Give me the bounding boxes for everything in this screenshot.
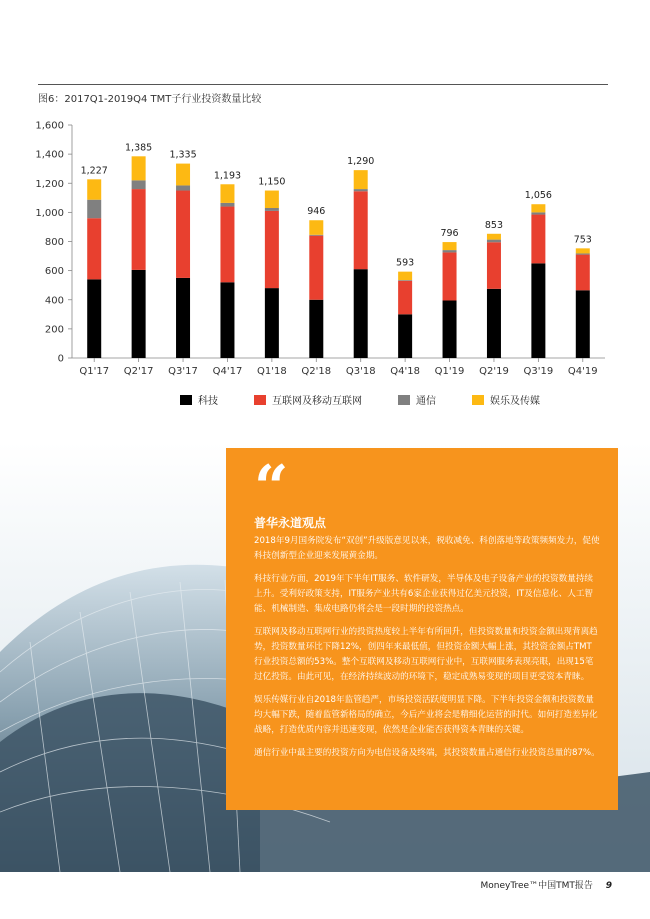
x-tick-label: Q1'18 — [257, 366, 287, 377]
viewpoint-body — [254, 534, 600, 769]
bar-segment — [87, 279, 101, 358]
bar-total-label: 1,385 — [125, 142, 153, 154]
bar-segment — [265, 211, 279, 288]
bar-segment — [220, 203, 234, 207]
chart-legend — [180, 392, 540, 407]
x-tick-label: Q4'19 — [567, 366, 598, 377]
y-tick-label: 1,000 — [35, 207, 64, 219]
legend-swatch — [472, 395, 484, 405]
legend-item-telecom — [398, 392, 436, 407]
bar-segment — [443, 242, 457, 250]
bar-total-label: 946 — [307, 206, 326, 218]
bar-segment — [576, 253, 590, 254]
quote-mark-icon: “ — [254, 453, 289, 523]
bar-total-label: 593 — [396, 257, 415, 269]
x-tick-label: Q4'17 — [212, 366, 243, 377]
bar-segment — [87, 200, 101, 218]
viewpoint-paragraph: 科技行业方面，2019年下半年IT服务、软件研发，半导体及电子设备产业的投资数量持续上升。受利好政策支持，IT服务产业共有6家企业获得过亿美元投资，IT及信息化、人工智能、机械制造、集成电路仍将会是一段时期的投资热点。 — [254, 574, 594, 614]
bar-segment — [531, 215, 545, 264]
bar-segment — [398, 272, 412, 280]
bar-segment — [354, 269, 368, 358]
bar-segment — [531, 204, 545, 212]
bar-segment — [220, 207, 234, 283]
legend-swatch — [180, 395, 192, 405]
bar-segment — [354, 191, 368, 269]
pwc-viewpoint-box — [226, 448, 618, 810]
stacked-bar-chart — [0, 100, 650, 390]
report-name: MoneyTree™中国TMT报告 — [480, 881, 593, 891]
viewpoint-paragraph: 互联网及移动互联网行业的投资热度较上半年有所回升，但投资数量和投资金额出现背离趋势，投资数量环比下降12%，创四年来最低值，但投资金额大幅上涨，其投资金额占TMT行业投资总额的53%。整个互联网及移动互联网行业中，互联网服务表现亮眼，出现15笔过亿投资。由此可见，在经济持续波动的环境下，稳定成熟易变现的项目更受资本青睐。 — [254, 627, 598, 682]
bar-segment — [132, 156, 146, 180]
legend-item-media — [472, 392, 540, 407]
y-tick-label: 200 — [44, 324, 64, 336]
legend-item-tech — [180, 392, 218, 407]
bar-segment — [220, 282, 234, 358]
y-tick-label: 1,400 — [35, 149, 64, 161]
bar-segment — [487, 234, 501, 240]
bar-segment — [398, 314, 412, 358]
bar-segment — [176, 164, 190, 186]
bar-segment — [487, 240, 501, 243]
bar-total-label: 1,290 — [347, 156, 375, 168]
legend-label: 科技 — [198, 396, 218, 407]
bar-segment — [531, 212, 545, 214]
bar-total-label: 1,150 — [258, 176, 286, 188]
bar-segment — [176, 191, 190, 278]
bar-segment — [443, 300, 457, 358]
bar-total-label: 1,227 — [80, 165, 108, 177]
bar-segment — [576, 290, 590, 358]
y-tick-label: 1,200 — [35, 178, 64, 190]
y-tick-label: 400 — [44, 295, 64, 307]
bar-total-label: 796 — [440, 228, 459, 240]
y-tick-label: 1,600 — [35, 120, 64, 132]
bar-segment — [398, 281, 412, 314]
bar-segment — [132, 189, 146, 270]
viewpoint-paragraph: 通信行业中最主要的投资方向为电信设备及终端，其投资数量占通信行业投资总量的87%。 — [254, 748, 600, 758]
bar-segment — [398, 280, 412, 281]
bar-total-label: 853 — [484, 219, 504, 231]
legend-label: 通信 — [416, 396, 436, 407]
legend-item-internet — [254, 392, 362, 407]
bar-segment — [176, 278, 190, 358]
bar-segment — [87, 218, 101, 279]
y-tick-label: 600 — [44, 266, 64, 278]
bar-segment — [487, 289, 501, 358]
x-tick-label: Q1'17 — [79, 366, 110, 377]
bar-segment — [265, 208, 279, 211]
bar-total-label: 1,056 — [524, 190, 552, 202]
viewpoint-paragraph: 2018年9月国务院发布“双创”升级版意见以来，税收减免、科创落地等政策频频发力，促使科技创新型企业迎来发展黄金期。 — [254, 536, 600, 561]
viewpoint-heading: 普华永道观点 — [254, 516, 327, 530]
bar-total-label: 1,335 — [169, 149, 197, 161]
figure-top-rule — [38, 84, 608, 85]
x-tick-label: Q2'18 — [301, 366, 332, 377]
x-tick-label: Q3'17 — [168, 366, 198, 377]
bar-segment — [309, 236, 323, 300]
legend-swatch — [398, 395, 410, 405]
bar-segment — [265, 288, 279, 358]
bar-total-label: 1,193 — [213, 170, 242, 182]
x-tick-label: Q2'17 — [123, 366, 154, 377]
bar-segment — [309, 300, 323, 358]
figure-title: 图6：2017Q1-2019Q4 TMT子行业投资数量比较 — [38, 94, 262, 105]
bar-segment — [132, 180, 146, 189]
legend-label: 娱乐及传媒 — [490, 396, 540, 407]
page-number: 9 — [605, 881, 612, 891]
legend-swatch — [254, 395, 266, 405]
y-tick-label: 800 — [44, 237, 64, 248]
bar-segment — [220, 184, 234, 203]
x-tick-label: Q4'18 — [390, 366, 420, 377]
bar-segment — [487, 242, 501, 289]
bar-segment — [576, 255, 590, 291]
bar-segment — [443, 252, 457, 300]
bar-segment — [176, 185, 190, 190]
page-footer — [481, 878, 613, 891]
legend-label: 互联网及移动互联网 — [272, 396, 362, 407]
bar-segment — [531, 263, 545, 358]
bar-segment — [354, 189, 368, 191]
bar-segment — [132, 270, 146, 358]
x-tick-label: Q2'19 — [479, 366, 509, 377]
x-tick-label: Q3'19 — [523, 366, 554, 377]
x-tick-label: Q3'18 — [345, 366, 376, 377]
bar-segment — [309, 220, 323, 235]
x-tick-label: Q1'19 — [434, 366, 465, 377]
bar-total-label: 753 — [573, 234, 592, 246]
bar-segment — [354, 170, 368, 189]
y-tick-label: 0 — [57, 353, 64, 365]
bar-segment — [265, 191, 279, 208]
viewpoint-paragraph: 娱乐传媒行业自2018年监管趋严，市场投资活跃度明显下降。下半年投资金额和投资数量均大幅下跌，随着监管新格局的确立，今后产业将会是精细化运营的时代。如何打造差异化战略，打造优质内容并迅速变现，依然是企业能否获得资本青睐的关键。 — [254, 695, 598, 735]
bar-segment — [87, 179, 101, 199]
bar-segment — [576, 248, 590, 253]
bar-segment — [443, 250, 457, 252]
bar-segment — [309, 235, 323, 236]
